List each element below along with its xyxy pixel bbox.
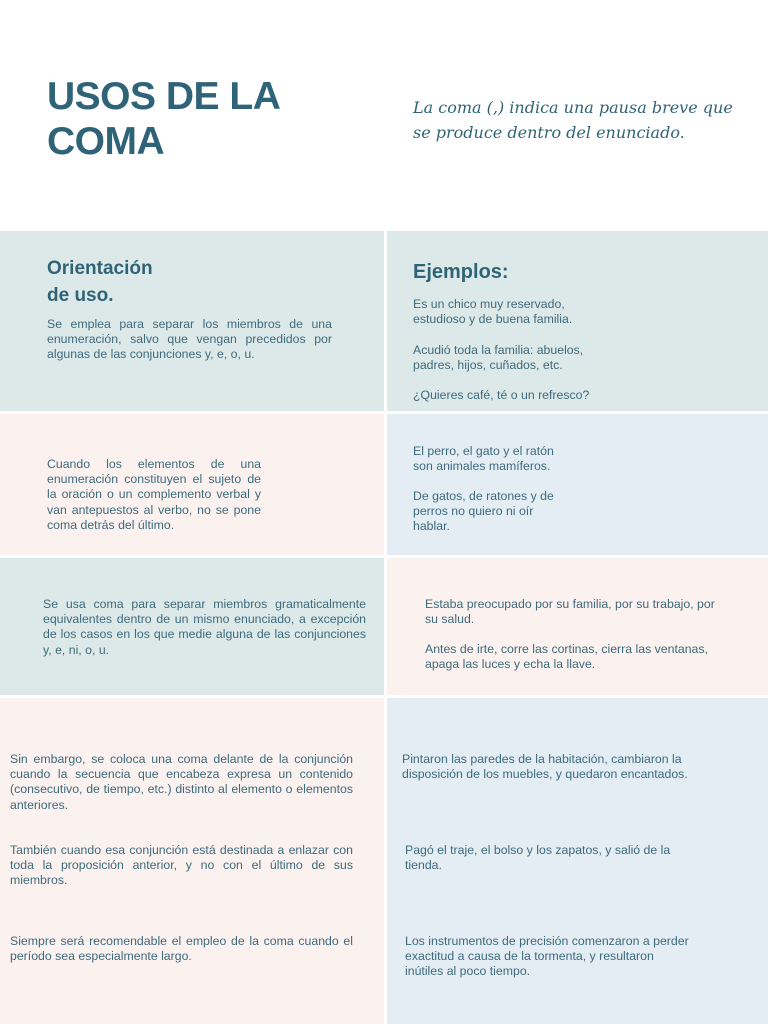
row3-example-1-line-2: su salud. — [425, 612, 475, 627]
orientation-heading-line-1: Orientación — [47, 258, 153, 279]
row4-example-3-line-1: Los instrumentos de precisión comenzaron a perder — [405, 934, 689, 948]
row1-example-1-line-1: Es un chico muy reservado, — [413, 297, 565, 311]
orientation-heading — [47, 255, 153, 309]
row1-example-1 — [413, 297, 753, 327]
row1-example-2 — [413, 343, 753, 373]
intro-line-1: La coma (,) indica una pausa breve que — [413, 98, 733, 117]
row2-example-1-line-1: El perro, el gato y el ratón — [413, 444, 554, 458]
row1-rule-text: Se emplea para separar los miembros de una enumeración, salvo que vengan precedidos por algunas de las conjunciones y, e, o, u. — [47, 317, 332, 362]
row4-example-2-line-2: tienda. — [405, 858, 442, 873]
intro-line-2: se produce dentro del enunciado. — [413, 123, 685, 142]
row3-example-2 — [425, 642, 760, 672]
row4-example-1 — [402, 752, 752, 782]
row3-rule-text: Se usa coma para separar miembros gramaticalmente equivalentes dentro de un mismo enunciado, a excepción de los casos en los que medie alguna de las conjunciones y, e, ni, o, u. — [43, 597, 366, 657]
row2-example-2-line-1: De gatos, de ratones y de — [413, 489, 554, 503]
row4-example-3-line-2: exactitud a causa de la tormenta, y resultaron — [405, 949, 654, 964]
row2-left-cell — [0, 414, 384, 555]
row1-example-2-line-2: padres, hijos, cuñados, etc. — [413, 358, 563, 373]
row2-example-2 — [413, 489, 753, 535]
examples-heading: Ejemplos: — [413, 261, 509, 283]
row1-left-cell — [0, 231, 384, 411]
row4-example-3 — [405, 934, 755, 980]
row2-right-cell — [387, 414, 768, 555]
row4-left-cell — [0, 698, 384, 1024]
row1-example-2-line-1: Acudió toda la familia: abuelos, — [413, 343, 584, 357]
row4-rule-text-3: Siempre será recomendable el empleo de la coma cuando el período sea especialmente largo. — [10, 934, 353, 964]
row2-rule-text: Cuando los elementos de una enumeración constituyen el sujeto de la oración o un complemento verbal y van antepuestos al verbo, no se pone coma detrás del último. — [47, 457, 261, 532]
row3-left-cell — [0, 558, 384, 695]
row4-example-1-line-1: Pintaron las paredes de la habitación, cambiaron la — [402, 752, 682, 766]
intro-text — [413, 95, 743, 145]
row2-example-1 — [413, 444, 753, 474]
row1-right-cell — [387, 231, 768, 411]
row2-example-1-line-2: son animales mamíferos. — [413, 459, 551, 474]
row4-example-2-line-1: Pagó el traje, el bolso y los zapatos, y salió de la — [405, 843, 671, 857]
row3-example-1 — [425, 597, 760, 627]
row3-right-cell — [387, 558, 768, 695]
row1-example-3: ¿Quieres café, té o un refresco? — [413, 388, 590, 402]
row4-rule-text-2: También cuando esa conjunción está destinada a enlazar con toda la proposición anterior, y no con el último de sus miembros. — [10, 843, 353, 888]
row3-example-2-line-2: apaga las luces y echa la llave. — [425, 657, 596, 672]
row4-example-2 — [405, 843, 755, 873]
row4-example-3-line-3: inútiles al poco tiempo. — [405, 964, 531, 979]
row3-example-2-line-1: Antes de irte, corre las cortinas, cierra las ventanas, — [425, 642, 708, 656]
row4-example-1-line-2: disposición de los muebles, y quedaron encantados. — [402, 767, 688, 782]
row2-example-2-line-2: perros no quiero ni oír — [413, 504, 534, 519]
row2-example-2-line-3: hablar. — [413, 519, 450, 534]
title-line-2: COMA — [47, 120, 165, 163]
row3-example-1-line-1: Estaba preocupado por su familia, por su trabajo, por — [425, 597, 715, 611]
row1-example-1-line-2: estudioso y de buena familia. — [413, 312, 573, 327]
row4-right-cell — [387, 698, 768, 1024]
title-line-1: USOS DE LA — [47, 75, 281, 118]
page-title — [47, 74, 280, 164]
orientation-heading-line-2: de uso. — [47, 285, 114, 306]
row4-rule-text-1: Sin embargo, se coloca una coma delante de la conjunción cuando la secuencia que encabeza expresa un contenido (consecutivo, de tiempo, etc.) distinto al elemento o elementos anteriores. — [10, 752, 353, 812]
